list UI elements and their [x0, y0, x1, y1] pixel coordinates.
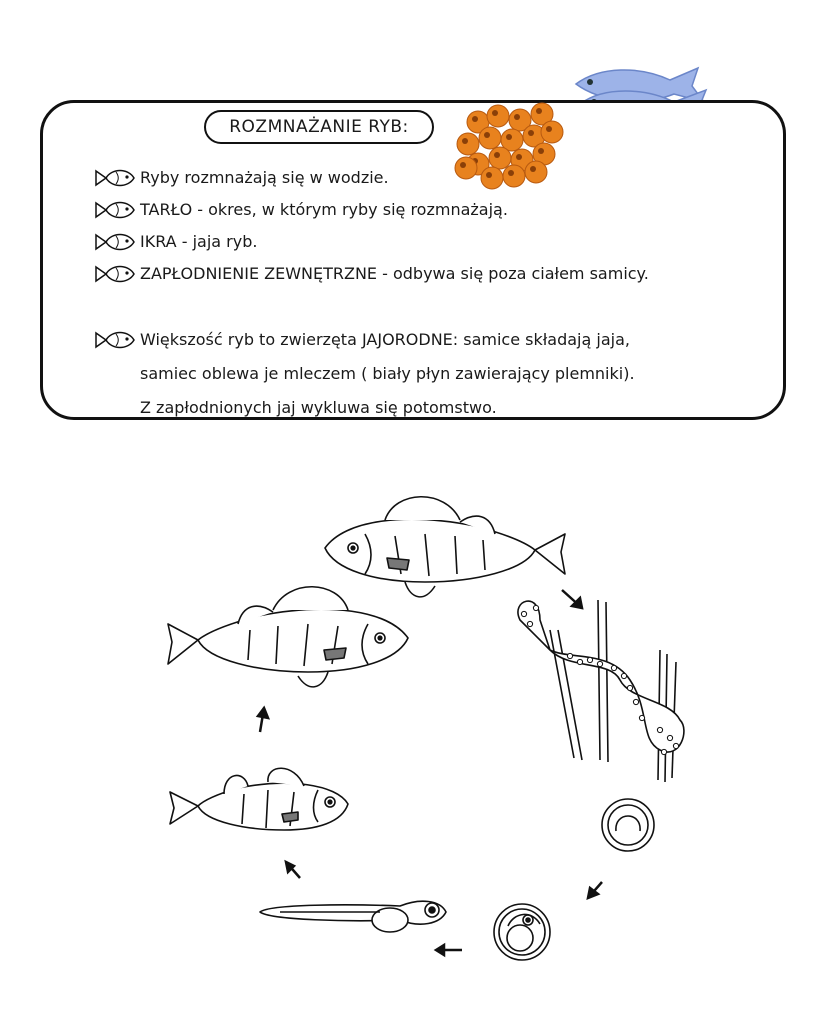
bullet-fish-icon [94, 260, 136, 288]
plant-egg [621, 673, 626, 678]
egg-nucleus [546, 126, 552, 132]
egg [541, 121, 563, 143]
egg-nucleus [516, 154, 522, 160]
fish-egg [602, 799, 654, 851]
adult-fish-middle [168, 587, 408, 687]
juvenile-fish [170, 768, 348, 830]
plant-egg [657, 727, 662, 732]
plant-egg [527, 621, 532, 626]
egg [479, 127, 501, 149]
fact-line: ZAPŁODNIENIE ZEWNĘTRZNE - odbywa się poza ciałem samicy. [140, 264, 649, 283]
egg [481, 167, 503, 189]
page-title: ROZMNAŻANIE RYB: [204, 110, 434, 144]
plant-egg [533, 605, 538, 610]
egg-nucleus [530, 166, 536, 172]
egg-nucleus [460, 162, 466, 168]
bullet-fish-icon [94, 164, 136, 192]
egg [487, 105, 509, 127]
plant-egg [611, 665, 616, 670]
bullet-fish-icon [94, 196, 136, 224]
plant-egg [597, 661, 602, 666]
main-fact-line-3: Z zapłodnionych jaj wykluwa się potomstwo. [140, 398, 497, 417]
bullet-fish-icon [94, 228, 136, 256]
egg-nucleus [492, 110, 498, 116]
plant-egg [587, 657, 592, 662]
egg [455, 157, 477, 179]
egg-nucleus [506, 134, 512, 140]
egg [457, 133, 479, 155]
fact-line: Ryby rozmnażają się w wodzie. [140, 168, 389, 187]
eggs-on-plants [518, 600, 684, 782]
egg-nucleus [514, 114, 520, 120]
fish-larva [260, 901, 446, 932]
plant-egg [633, 699, 638, 704]
plant-egg [673, 743, 678, 748]
plant-egg [639, 715, 644, 720]
plant-egg [521, 611, 526, 616]
egg-nucleus [486, 172, 492, 178]
egg-nucleus [508, 170, 514, 176]
egg-nucleus [462, 138, 468, 144]
fact-line: TARŁO - okres, w którym ryby się rozmnażają. [140, 200, 508, 219]
egg-nucleus [484, 132, 490, 138]
fish-eggs-icon [448, 102, 568, 190]
egg [503, 165, 525, 187]
egg [525, 161, 547, 183]
egg-nucleus [528, 130, 534, 136]
plant-egg [627, 685, 632, 690]
main-fact-line-1: Większość ryb to zwierzęta JAJORODNE: samice składają jaja, [140, 330, 630, 349]
plant-egg [577, 659, 582, 664]
fact-line: IKRA - jaja ryb. [140, 232, 258, 251]
plant-egg [667, 735, 672, 740]
embryo-egg [494, 904, 550, 960]
adult-fish-top [325, 497, 565, 597]
egg-nucleus [494, 152, 500, 158]
bullet-fish-icon [94, 326, 136, 354]
fish-life-cycle-diagram [150, 470, 710, 970]
plant-egg [661, 749, 666, 754]
egg-nucleus [472, 116, 478, 122]
egg [489, 147, 511, 169]
egg-nucleus [538, 148, 544, 154]
plant-egg [567, 653, 572, 658]
egg-nucleus [536, 108, 542, 114]
main-fact-line-2: samiec oblewa je mleczem ( biały płyn zawierający plemniki). [140, 364, 635, 383]
